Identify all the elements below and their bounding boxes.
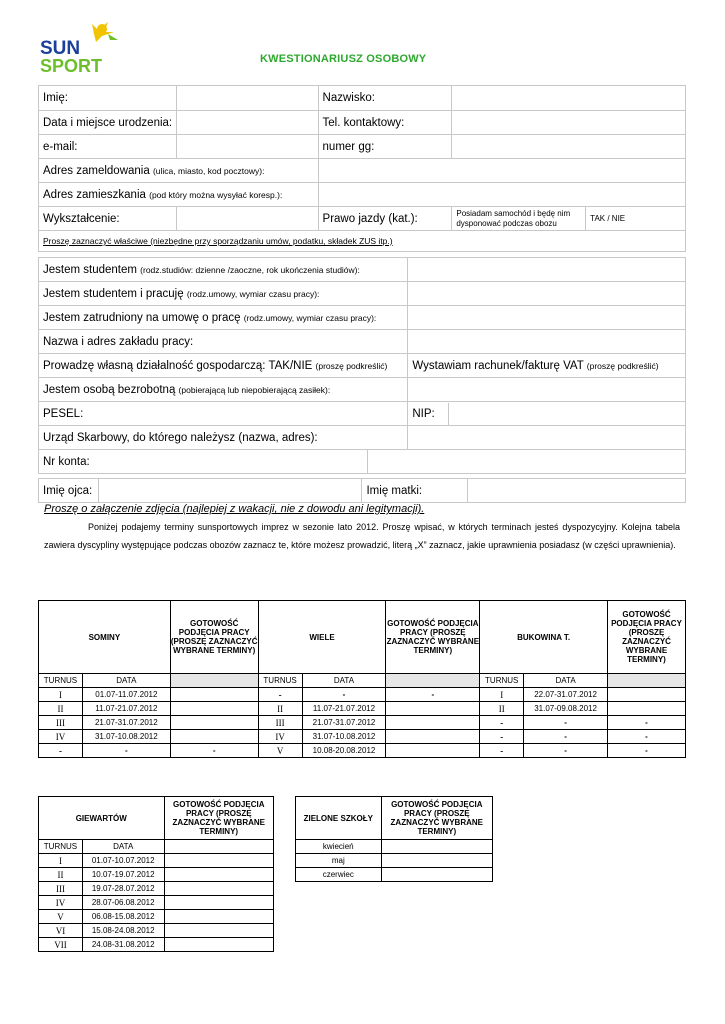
giewartow-row [39,854,274,868]
schedule-body [39,688,686,758]
availability-cell[interactable]: - [608,716,686,730]
field-urzad[interactable] [408,426,686,450]
giewartow-body [39,854,274,952]
label-gg: numer gg: [318,135,452,159]
col-turnus: TURNUS [39,840,83,854]
schedule-row [39,702,686,716]
logo-text-top: SUN [40,38,81,59]
date-cell: - [524,716,608,730]
availability-cell[interactable] [608,688,686,702]
personal-form [38,85,686,252]
col-turnus: TURNUS [39,674,83,688]
availability-cell[interactable] [164,896,273,910]
availability-cell[interactable] [608,702,686,716]
turnus-cell: III [39,716,83,730]
schedule-row [39,688,686,702]
label-konto: Nr konta: [39,450,368,474]
label-ojciec: Imię ojca: [39,479,99,503]
giewartow-row [39,868,274,882]
col-blank [608,674,686,688]
availability-cell[interactable]: - [608,744,686,758]
availability-cell[interactable] [164,910,273,924]
field-tel[interactable] [452,111,686,135]
col-blank [164,840,273,854]
sunsport-logo [38,20,128,76]
option-tak-nie[interactable]: TAK / NIE [586,207,686,231]
availability-cell[interactable] [386,730,480,744]
label-data-urodzenia: Data i miejsce urodzenia: [39,111,177,135]
schedule-table [38,600,686,758]
date-cell: 19.07-28.07.2012 [82,882,164,896]
page-title: KWESTIONARIUSZ OSOBOWY [260,53,427,65]
availability-cell[interactable]: - [386,688,480,702]
date-cell: 10.07-19.07.2012 [82,868,164,882]
availability-cell[interactable] [164,868,273,882]
employment-form [38,257,686,474]
header-zielone: ZIELONE SZKOŁY [296,797,382,840]
field-nazwisko[interactable] [452,86,686,111]
availability-cell[interactable] [170,716,258,730]
col-data: DATA [524,674,608,688]
header-gotowosc-bukowina: GOTOWOŚĆ PODJĘCIA PRACY (PROSZĘ ZAZNACZYĆ WYBRANE TERMINY) [608,601,686,674]
turnus-cell: III [258,716,302,730]
turnus-cell: IV [39,896,83,910]
label-email: e-mail: [39,135,177,159]
header-wiele: WIELE [258,601,386,674]
availability-cell[interactable] [386,716,480,730]
date-cell: 31.07-10.08.2012 [82,730,170,744]
turnus-cell: V [39,910,83,924]
turnus-cell: II [480,702,524,716]
giewartow-row [39,938,274,952]
label-student: Jestem studentem (rodz.studiów: dzienne /zaoczne, rok ukończenia studiów): [39,258,408,282]
date-cell: 15.08-24.08.2012 [82,924,164,938]
logo-text-bottom: SPORT [40,56,103,76]
zielone-row [296,868,493,882]
field-adres-zamieszkania[interactable] [318,183,685,207]
availability-cell[interactable] [164,924,273,938]
date-cell: 31.07-09.08.2012 [524,702,608,716]
date-cell: 22.07-31.07.2012 [524,688,608,702]
date-cell: - [302,688,386,702]
label-pesel: PESEL: [39,402,408,426]
turnus-cell: I [39,854,83,868]
date-cell: 11.07-21.07.2012 [82,702,170,716]
sun-figure-icon [92,22,118,42]
col-turnus: TURNUS [480,674,524,688]
date-cell: 21.07-31.07.2012 [82,716,170,730]
giewartow-table [38,796,274,952]
label-rachunek: Wystawiam rachunek/fakturę VAT (proszę podkreślić) [408,354,686,378]
field-student[interactable] [408,258,686,282]
zielone-row [296,840,493,854]
availability-cell[interactable] [381,854,492,868]
giewartow-row [39,896,274,910]
label-nip: NIP: [408,403,449,425]
label-urzad: Urząd Skarbowy, do którego należysz (nazwa, adres): [39,426,408,450]
availability-cell[interactable]: - [608,730,686,744]
turnus-cell: VII [39,938,83,952]
turnus-cell: II [39,868,83,882]
turnus-cell: - [480,716,524,730]
availability-cell[interactable] [170,702,258,716]
date-cell: 28.07-06.08.2012 [82,896,164,910]
header-gotowosc-giewartow: GOTOWOŚĆ PODJĘCIA PRACY (PROSZĘ ZAZNACZYĆ WYBRANE TERMINY) [164,797,273,840]
turnus-cell: - [39,744,83,758]
turnus-cell: - [480,744,524,758]
availability-cell[interactable] [164,854,273,868]
month-cell: kwiecień [296,840,382,854]
field-nip[interactable] [408,402,686,426]
schedule-row [39,744,686,758]
label-matka: Imię matki: [362,479,468,503]
field-imie[interactable] [176,86,318,111]
turnus-cell: II [39,702,83,716]
label-wyksztalcenie: Wykształcenie: [39,207,177,231]
label-tel: Tel. kontaktowy: [318,111,452,135]
col-data: DATA [302,674,386,688]
giewartow-row [39,910,274,924]
label-adres-zamieszkania: Adres zamieszkania (pod który można wysyłać koresp.): [39,183,319,207]
zielone-row [296,854,493,868]
label-dzialalnosc: Prowadzę własną działalność gospodarczą: TAK/NIE (proszę podkreślić) [39,354,408,378]
schedule-row [39,730,686,744]
availability-cell[interactable] [381,868,492,882]
date-cell: 06.08-15.08.2012 [82,910,164,924]
field-zatrudniony[interactable] [408,306,686,330]
field-zaklad[interactable] [408,330,686,354]
zielone-body [296,840,493,882]
label-adres-zameldowania: Adres zameldowania (ulica, miasto, kod pocztowy): [39,159,319,183]
field-bezrobotny[interactable] [408,378,686,402]
turnus-cell: IV [258,730,302,744]
giewartow-row [39,882,274,896]
field-matka[interactable] [468,479,686,503]
label-bezrobotny: Jestem osobą bezrobotną (pobierającą lub niepobierającą zasiłek): [39,378,408,402]
label-nazwisko: Nazwisko: [318,86,452,111]
date-cell: 01.07-10.07.2012 [82,854,164,868]
field-email[interactable] [176,135,318,159]
instruction-zaznacz: Proszę zaznaczyć właściwe (niezbędne przy sporządzaniu umów, podatku, składek ZUS itp.) [39,231,686,252]
field-nip-value[interactable] [449,403,685,425]
month-cell: maj [296,854,382,868]
label-imie: Imię: [39,86,177,111]
date-cell: 31.07-10.08.2012 [302,730,386,744]
label-zatrudniony: Jestem zatrudniony na umowę o pracę (rodz.umowy, wymiar czasu pracy): [39,306,408,330]
turnus-cell: V [258,744,302,758]
turnus-cell: I [39,688,83,702]
intro-paragraph: Poniżej podajemy terminy sunsportowych imprez w sezonie lato 2012. Proszę wpisać, w których terminach jesteś dyspozycyjny. Kolejna tabela zawiera dyscypliny występujące podczas obozów zaznacz te, które możesz prowadzić, literą „X” zaznacz, jakie uprawnienia posiadasz (w części uprawnienia). [44,522,680,550]
date-cell: - [82,744,170,758]
turnus-cell: IV [39,730,83,744]
header-gotowosc-wiele: GOTOWOŚĆ PODJĘCIA PRACY (PROSZĘ ZAZNACZYĆ WYBRANE TERMINY) [386,601,480,674]
availability-cell[interactable] [170,730,258,744]
schedule-row [39,716,686,730]
date-cell: - [524,730,608,744]
header-sominy: SOMINY [39,601,171,674]
header-bukowina: BUKOWINA T. [480,601,608,674]
col-blank [386,674,480,688]
field-ojciec[interactable] [98,479,362,503]
giewartow-row [39,924,274,938]
col-data: DATA [82,840,164,854]
availability-cell[interactable] [386,702,480,716]
turnus-cell: II [258,702,302,716]
photo-note: Proszę o załączenie zdjęcia (najlepiej z wakacji, nie z dowodu ani legitymacji). [44,503,425,515]
availability-cell[interactable] [170,688,258,702]
col-blank [170,674,258,688]
header-gotowosc-zielone: GOTOWOŚĆ PODJĘCIA PRACY (PROSZĘ ZAZNACZYĆ WYBRANE TERMINY) [381,797,492,840]
date-cell: 10.08-20.08.2012 [302,744,386,758]
date-cell: 24.08-31.08.2012 [82,938,164,952]
turnus-cell: III [39,882,83,896]
field-student-praca[interactable] [408,282,686,306]
availability-cell[interactable] [164,938,273,952]
turnus-cell: I [480,688,524,702]
label-student-praca: Jestem studentem i pracuję (rodz.umowy, wymiar czasu pracy): [39,282,408,306]
col-turnus: TURNUS [258,674,302,688]
field-konto[interactable] [368,450,686,474]
zielone-table [295,796,493,882]
availability-cell[interactable] [386,744,480,758]
turnus-cell: VI [39,924,83,938]
date-cell: - [524,744,608,758]
availability-cell[interactable]: - [170,744,258,758]
field-gg[interactable] [452,135,686,159]
availability-cell[interactable] [381,840,492,854]
header-gotowosc-sominy: GOTOWOŚĆ PODJĘCIA PRACY (PROSZĘ ZAZNACZYĆ WYBRANE TERMINY) [170,601,258,674]
date-cell: 11.07-21.07.2012 [302,702,386,716]
date-cell: 01.07-11.07.2012 [82,688,170,702]
turnus-cell: - [480,730,524,744]
col-data: DATA [82,674,170,688]
date-cell: 21.07-31.07.2012 [302,716,386,730]
field-data-urodzenia[interactable] [176,111,318,135]
field-adres-zameldowania[interactable] [318,159,685,183]
header-giewartow: GIEWARTÓW [39,797,165,840]
parents-form [38,478,686,503]
month-cell: czerwiec [296,868,382,882]
availability-cell[interactable] [164,882,273,896]
label-samochod: Posiadam samochód i będę nim dysponować podczas obozu [452,207,586,231]
field-wyksztalcenie[interactable] [176,207,318,231]
turnus-cell: - [258,688,302,702]
label-zaklad: Nazwa i adres zakładu pracy: [39,330,408,354]
label-prawo-jazdy: Prawo jazdy (kat.): [318,207,452,231]
